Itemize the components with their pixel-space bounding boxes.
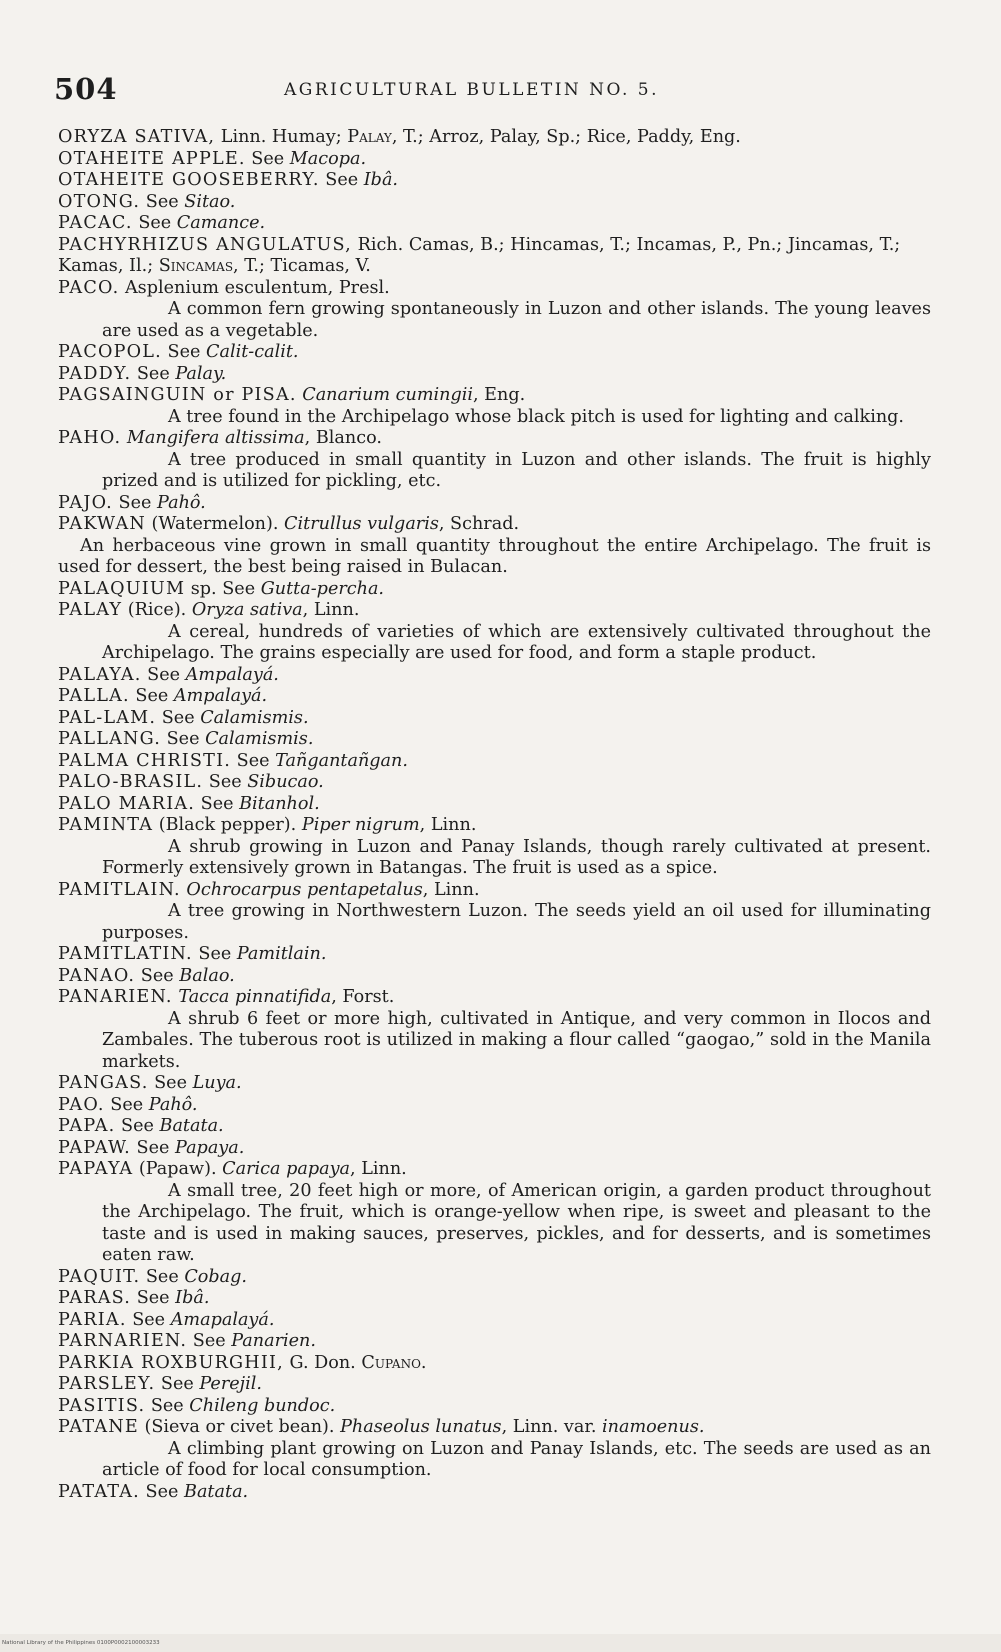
entry-text: Tacca pinnatifida	[178, 987, 332, 1007]
entry	[58, 1138, 931, 1160]
entry-headword: PAMITLATIN.	[58, 944, 193, 964]
entry	[58, 708, 931, 730]
entry-headword: ORYZA SATIVA,	[58, 127, 216, 147]
entry-text: See	[139, 1481, 185, 1502]
entry-text: Sitao.	[184, 191, 236, 212]
entry-text: See	[245, 148, 290, 169]
entry-text: Piper nigrum	[301, 815, 420, 835]
entry	[58, 987, 931, 1009]
entry-text: Pahô.	[157, 492, 206, 513]
entry-headword: OTAHEITE APPLE.	[58, 148, 246, 169]
entry-description: A common fern growing spontaneously in Luzon and other islands. The young leaves are used as a vegetable.	[102, 299, 931, 341]
entry	[58, 966, 931, 988]
entry-text: Perejil.	[199, 1374, 262, 1394]
entry-text: See	[115, 1116, 160, 1136]
entry-text: See	[140, 1266, 185, 1287]
entry-text: See	[131, 363, 176, 384]
entry	[58, 1159, 931, 1181]
entry	[58, 944, 931, 966]
entry-text: (Papaw).	[133, 1159, 223, 1179]
entry-headword: OTONG.	[58, 191, 141, 212]
entry-text: Luya.	[192, 1073, 242, 1093]
entry	[58, 579, 931, 601]
entry	[58, 127, 931, 149]
entry-text: , Linn.	[419, 815, 477, 835]
entry-headword: PAPAW.	[58, 1137, 131, 1158]
page-number: 504	[54, 72, 118, 106]
entry-text: Chileng bundoc.	[189, 1395, 336, 1416]
entry-headword: PAL-LAM.	[58, 707, 157, 728]
entry	[58, 729, 931, 751]
entry	[58, 815, 931, 837]
entry-headword: OTAHEITE GOOSEBERRY.	[58, 170, 320, 190]
entry-text: Tañgantañgan.	[275, 750, 408, 771]
entry	[58, 1267, 931, 1289]
entry-text: Calamismis.	[205, 729, 314, 749]
entry-text: Gutta-percha.	[260, 578, 385, 599]
entry	[58, 1095, 931, 1117]
entry-text: Papaya.	[175, 1137, 245, 1158]
entry-text: See	[132, 213, 177, 233]
entry-headword: PACAC.	[58, 213, 133, 233]
entry-headword: PAKWAN	[58, 514, 146, 534]
entry	[58, 751, 931, 773]
entry	[58, 170, 931, 192]
entry	[58, 192, 931, 214]
entry-text: Batata.	[159, 1116, 224, 1136]
entry-text: See	[148, 1073, 193, 1093]
entry-text: (Rice).	[122, 600, 192, 620]
entry-text: Pamitlain.	[236, 944, 327, 964]
entry	[58, 514, 931, 536]
entry-text: inamoenus.	[602, 1417, 705, 1437]
entry	[58, 686, 931, 708]
entry-headword: PATANE	[58, 1417, 139, 1437]
entry-text: Oryza sativa	[191, 600, 303, 620]
entry-headword: PALO-BRASIL.	[58, 772, 204, 792]
entry-text: Sibucao.	[247, 772, 324, 792]
entry-headword: PALAQUIUM	[58, 578, 186, 599]
entry-text: , Linn.	[422, 879, 480, 900]
entry-text: See	[231, 750, 276, 771]
scan-credit: National Library of the Philippines 0100P0002100003233	[0, 1634, 1001, 1652]
entry-text: Ibâ.	[363, 170, 399, 190]
entry-text: Mangifera altissima	[126, 428, 305, 448]
entry-text: See	[126, 1309, 171, 1330]
entry	[58, 278, 931, 300]
entry-headword: PARIA.	[58, 1309, 127, 1330]
entry-text: See	[187, 1331, 232, 1351]
entry-headword: PASITIS.	[58, 1395, 146, 1416]
entry-text: See	[195, 793, 240, 814]
entry-text: sp. See	[185, 578, 261, 599]
entry-description: A climbing plant growing on Luzon and Panay Islands, etc. The seeds are used as an article of food for local consumption.	[102, 1438, 931, 1480]
entry-headword: PANGAS.	[58, 1073, 149, 1093]
entry	[58, 1482, 931, 1504]
entry-text: See	[319, 170, 364, 190]
entry-headword: PAPAYA	[58, 1159, 134, 1179]
entry-text: Linn. Humay;	[215, 127, 348, 147]
entry-description: A small tree, 20 feet high or more, of American origin, a garden product throughout the Archipelago. The fruit, which is orange-yellow when ripe, is sweet and pleasant to the taste and is used in making sauces, preserves, pickles, and for desserts, and is sometimes eaten raw.	[102, 1180, 931, 1265]
entry-text: See	[203, 772, 248, 792]
entry	[58, 364, 931, 386]
entry-text: G. Don.	[283, 1352, 362, 1373]
entry	[58, 1417, 931, 1439]
entry-headword: PALAYA.	[58, 664, 142, 685]
entry-headword: PALLA.	[58, 686, 130, 706]
entry-description: A shrub growing in Luzon and Panay Islands, though rarely cultivated at present. Formerly extensively grown in Batangas. The fruit is used as a spice.	[102, 836, 931, 878]
entry	[58, 772, 931, 794]
page-header	[54, 72, 934, 112]
entry-text: Ampalayá.	[185, 664, 279, 685]
entry	[58, 665, 931, 687]
entry-text: Cupano.	[361, 1352, 427, 1373]
entry-headword: PARSLEY.	[58, 1374, 156, 1394]
entry-headword: PACHYRHIZUS ANGULATUS,	[58, 234, 352, 255]
entry-text: Calamismis.	[200, 707, 309, 728]
entry-text: See	[140, 191, 185, 212]
entry-headword: PALO MARIA.	[58, 793, 196, 814]
entry-headword: PANARIEN.	[58, 987, 173, 1007]
entry	[58, 149, 931, 171]
entry-headword: PARNARIEN.	[58, 1331, 188, 1351]
entry-text: , Linn. var.	[501, 1417, 603, 1437]
running-head: AGRICULTURAL BULLETIN NO. 5.	[284, 80, 660, 100]
entry	[58, 1116, 931, 1138]
entry-text: Citrullus vulgaris	[284, 514, 439, 534]
entry-text: (Watermelon).	[145, 514, 285, 534]
entry	[58, 880, 931, 902]
entry-text: , Blanco.	[304, 428, 382, 448]
entry	[58, 1353, 931, 1375]
glossary-entries	[58, 127, 931, 1503]
entry-text: , Linn.	[350, 1159, 407, 1179]
entry-text: Batata.	[184, 1481, 249, 1502]
entry-text: See	[141, 664, 186, 685]
entry	[58, 342, 931, 364]
entry	[58, 600, 931, 622]
entry-text: Bitanhol.	[239, 793, 320, 814]
entry-headword: PAQUIT.	[58, 1266, 141, 1287]
entry-text: Ibâ.	[175, 1288, 210, 1308]
entry-headword: PAMINTA	[58, 815, 154, 835]
entry-text: , T.; Ticamas, V.	[233, 256, 371, 276]
entry-text: Balao.	[179, 965, 235, 986]
entry-text: , Schrad.	[438, 514, 520, 534]
entry-text: See	[155, 1374, 200, 1394]
entry-description: A shrub 6 feet or more high, cultivated in Antique, and very common in Ilocos and Zambales. The tuberous root is utilized in making a flour called “gaogao,” sold in the Manila markets.	[102, 1008, 931, 1072]
entry-text: See	[129, 686, 174, 706]
entry-text: Pahô.	[148, 1094, 198, 1115]
entry	[58, 1310, 931, 1332]
entry-text: Palay.	[175, 363, 227, 384]
entry-text: See	[145, 1395, 190, 1416]
entry-headword: PAPA.	[58, 1116, 116, 1136]
entry-description: A tree growing in Northwestern Luzon. The seeds yield an oil used for illuminating purposes.	[102, 901, 931, 943]
entry-text: Asplenium esculentum, Presl.	[119, 277, 390, 298]
entry-headword: PAHO.	[58, 428, 122, 448]
entry-text: Sincamas	[158, 256, 234, 276]
entry-text: Cobag.	[184, 1266, 248, 1287]
entry-text: Palay	[347, 127, 392, 147]
entry-text: Carica papaya	[222, 1159, 351, 1179]
entry-headword: PALMA CHRISTI.	[58, 750, 232, 771]
entry-headword: PAMITLAIN.	[58, 879, 181, 900]
entry-headword: PATATA.	[58, 1481, 140, 1502]
entry-text: (Sieva or civet bean).	[138, 1417, 341, 1437]
entry	[58, 235, 931, 278]
entry-text: Calit-calit.	[206, 342, 299, 362]
entry-text: Camance.	[176, 213, 266, 233]
entry-text: Ampalayá.	[173, 686, 268, 706]
entry	[58, 1374, 931, 1396]
entry-text: See	[156, 707, 201, 728]
entry-text: See	[104, 1094, 149, 1115]
entry-text: See	[131, 1288, 176, 1308]
entry-headword: PARAS.	[58, 1288, 132, 1308]
entry-text: See	[112, 492, 158, 513]
entry	[58, 1073, 931, 1095]
entry-text: See	[130, 1137, 176, 1158]
entry-headword: PAJO.	[58, 492, 113, 513]
entry	[58, 1288, 931, 1310]
entry-text: , T.; Arroz, Palay, Sp.; Rice, Paddy, Eng.	[391, 127, 741, 147]
entry-headword: PALAY	[58, 600, 123, 620]
entry-text: Ochrocarpus pentapetalus	[186, 879, 423, 900]
entry-description: A cereal, hundreds of varieties of which are extensively cultivated throughout the Archipelago. The grains especially are used for food, and form a staple product.	[102, 621, 931, 663]
entry-headword: PACO.	[58, 277, 120, 298]
entry-text: See	[161, 729, 206, 749]
entry	[58, 1396, 931, 1418]
entry-text: , Linn.	[302, 600, 360, 620]
entry	[58, 493, 931, 515]
entry-text: See	[192, 944, 237, 964]
entry-description: A tree produced in small quantity in Luzon and other islands. The fruit is highly prized and is utilized for pickling, etc.	[102, 449, 931, 491]
entry	[58, 428, 931, 450]
entry	[58, 1331, 931, 1353]
entry-text: Rich. Camas, B.; Hincamas, T.; Incamas, P., Pn.; Jincamas, T.; Kamas, Il.;	[58, 234, 901, 276]
entry-text: Phaseolus lunatus	[340, 1417, 502, 1437]
entry-headword: PAGSAINGUIN or PISA.	[58, 385, 297, 405]
entry-text: , Eng.	[473, 385, 526, 405]
entry-text: (Black pepper).	[153, 815, 302, 835]
entry-headword: PANAO.	[58, 965, 136, 986]
entry-text: Amapalayá.	[170, 1309, 275, 1330]
entry-text: Canarium cumingii	[302, 385, 473, 405]
entry-headword: PAO.	[58, 1094, 105, 1115]
entry-text: See	[135, 965, 180, 986]
entry-headword: PADDY.	[58, 363, 132, 384]
entry-headword: PARKIA ROXBURGHII,	[58, 1352, 284, 1373]
entry-description: An herbaceous vine grown in small quantity throughout the entire Archipelago. The fruit is used for dessert, the best being raised in Bulacan.	[58, 535, 931, 577]
entry-headword: PACOPOL.	[58, 342, 162, 362]
entry-description: A tree found in the Archipelago whose black pitch is used for lighting and calking.	[168, 406, 905, 427]
entry	[58, 794, 931, 816]
entry-text: See	[161, 342, 207, 362]
entry-headword: PALLANG.	[58, 729, 162, 749]
entry	[58, 385, 931, 407]
entry	[58, 213, 931, 235]
entry-text: Panarien.	[231, 1331, 316, 1351]
entry-text: , Forst.	[331, 987, 395, 1007]
entry-text: Macopa.	[289, 148, 367, 169]
